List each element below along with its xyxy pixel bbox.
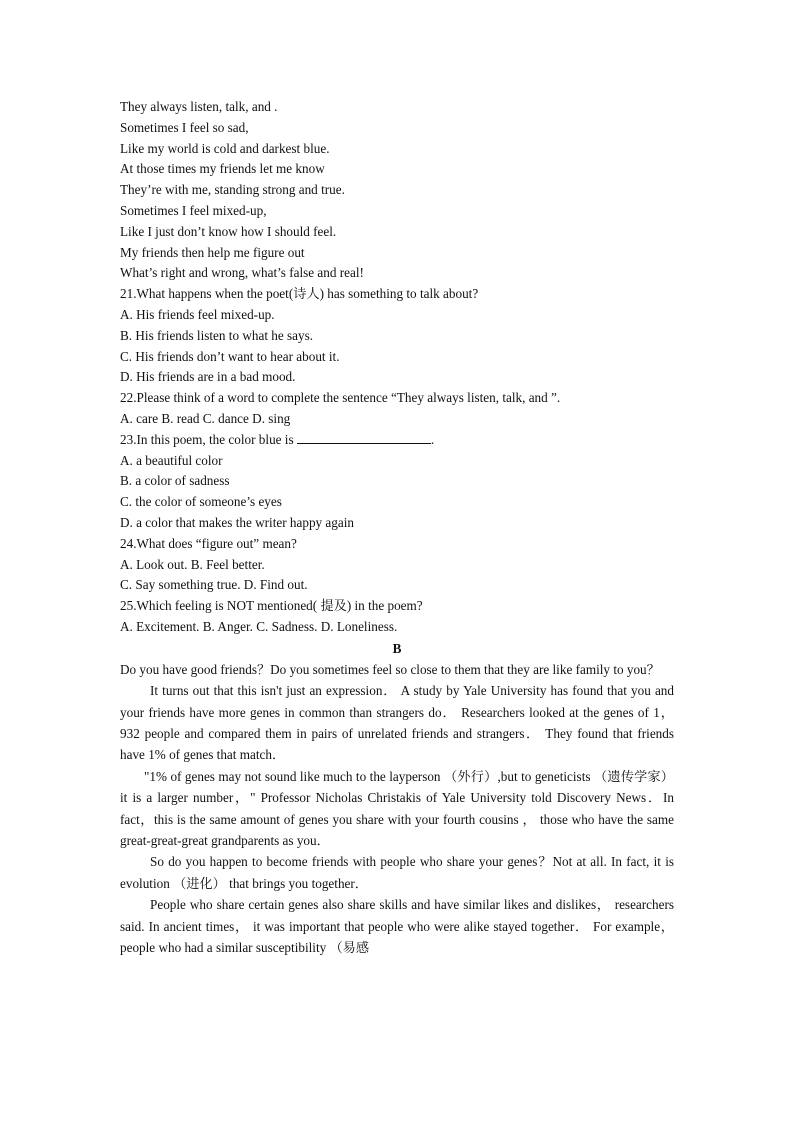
options-line-1: A. Look out. B. Feel better. — [120, 556, 265, 572]
paragraph-5: People who share certain genes also share skills and have similar likes and dislikes， researchers said. In ancient times， it was important that people who were alike stayed together． For example， people who had a similar susceptibility （易感 — [120, 897, 674, 955]
option-c: C. His friends don’t want to hear about it. — [120, 348, 340, 364]
options-line-2: C. Say something true. D. Find out. — [120, 577, 308, 593]
answer-blank — [297, 431, 431, 444]
question-23 — [120, 430, 674, 534]
poem-line-6: Sometimes I feel mixed-up, — [120, 202, 267, 218]
option-d: D. a color that makes the writer happy again — [120, 514, 354, 530]
question-25 — [120, 596, 674, 638]
question-stem: 25.Which feeling is NOT mentioned( 提及) in the poem? — [120, 598, 423, 614]
paragraph-4: So do you happen to become friends with people who share your genes？Not at all. In fact, it is evolution （进化） that brings you together． — [120, 854, 674, 891]
poem-line-4: At those times my friends let me know — [120, 161, 325, 177]
option-d: D. His friends are in a bad mood. — [120, 369, 296, 385]
paragraph-1: Do you have good friends？Do you sometimes feel so close to them that they are like family to you？ — [120, 661, 660, 677]
option-b: B. a color of sadness — [120, 473, 230, 489]
passage-b — [120, 659, 674, 959]
poem-line-8: My friends then help me figure out — [120, 244, 305, 260]
poem-line-7: Like I just don’t know how I should feel. — [120, 223, 337, 239]
poem-line-5: They’re with me, standing strong and true. — [120, 182, 345, 198]
question-stem-text: 23.In this poem, the color blue is — [120, 431, 294, 447]
option-c: C. the color of someone’s eyes — [120, 494, 282, 510]
question-stem: 21.What happens when the poet(诗人) has something to talk about? — [120, 286, 479, 302]
question-24 — [120, 534, 674, 596]
question-22 — [120, 388, 674, 430]
poem-line-9: What’s right and wrong, what’s false and real! — [120, 265, 364, 281]
poem-line-2: Sometimes I feel so sad, — [120, 119, 249, 135]
poem — [120, 97, 674, 284]
paragraph-2: It turns out that this isn't just an expression． A study by Yale University has found that you and your friends have more genes in common than strangers do． Researchers looked at the genes of 1， 932 people and compared them in pairs of unrelated friends and strangers． They found that friends have 1% of genes that match． — [120, 683, 674, 763]
poem-line-3: Like my world is cold and darkest blue. — [120, 140, 330, 156]
poem-line-1: They always listen, talk, and . — [120, 99, 278, 114]
document-page — [120, 97, 674, 958]
question-stem: 24.What does “figure out” mean? — [120, 535, 297, 551]
question-stem: 22.Please think of a word to complete the sentence “They always listen, talk, and ”. — [120, 390, 561, 406]
question-stem-end: . — [430, 431, 435, 447]
option-b: B. His friends listen to what he says. — [120, 327, 314, 343]
options-line: A. Excitement. B. Anger. C. Sadness. D. Loneliness. — [120, 618, 398, 634]
paragraph-3: "1% of genes may not sound like much to the layperson （外行）,but to geneticists （遗传学家） it is a larger number，" Professor Nicholas Christakis of Yale University told Discovery News．In fact，this is the same amount of genes you share with your fourth cousins ， those who have the same great-great-great grandparents as you． — [120, 768, 674, 848]
option-a: A. a beautiful color — [120, 452, 223, 468]
option-a: A. His friends feel mixed-up. — [120, 306, 275, 322]
section-heading: B — [392, 640, 402, 656]
question-21 — [120, 284, 674, 388]
options-line: A. care B. read C. dance D. sing — [120, 410, 291, 426]
question-stem — [120, 430, 674, 451]
